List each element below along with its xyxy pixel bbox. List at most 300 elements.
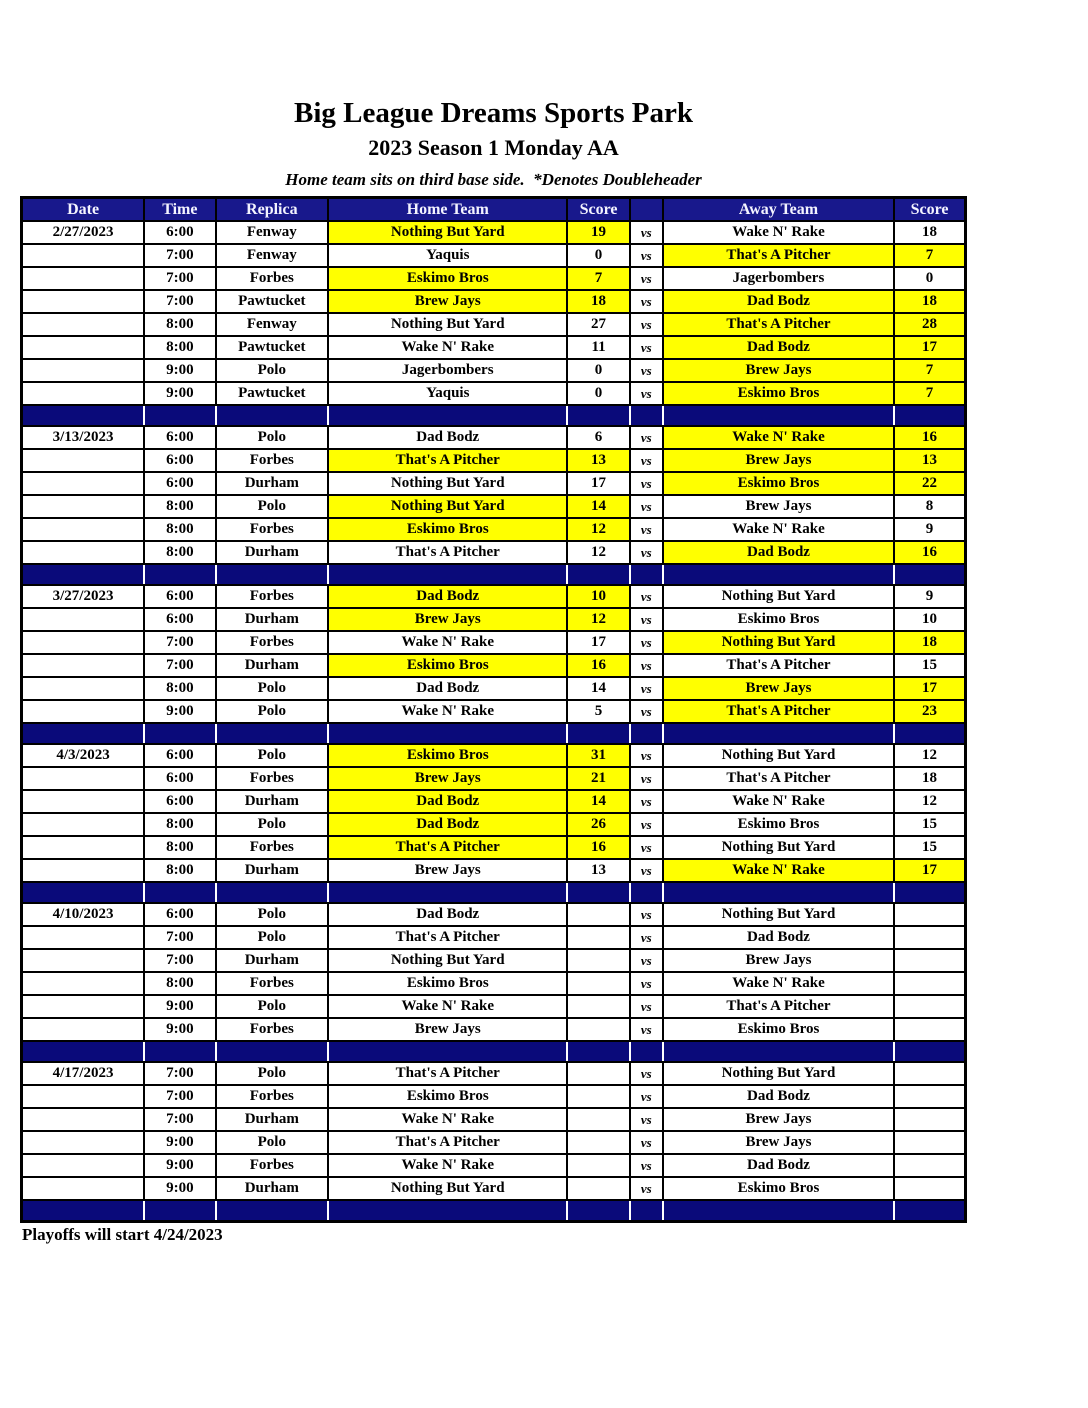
- time-cell: 6:00: [144, 767, 215, 790]
- vs-cell: vs: [630, 449, 663, 472]
- away-team-cell: Eskimo Bros: [663, 608, 894, 631]
- away-score-cell: 7: [894, 244, 965, 267]
- away-team-cell: Brew Jays: [663, 449, 894, 472]
- home-score-cell: 0: [567, 359, 629, 382]
- away-score-cell: 12: [894, 790, 965, 813]
- date-cell: [22, 244, 145, 267]
- vs-cell: vs: [630, 1062, 663, 1085]
- replica-cell: Durham: [216, 949, 329, 972]
- schedule-row: [22, 859, 966, 882]
- vs-cell: vs: [630, 995, 663, 1018]
- date-cell: 3/13/2023: [22, 426, 145, 449]
- away-team-cell: Dad Bodz: [663, 290, 894, 313]
- section-separator-row: [22, 1200, 966, 1221]
- time-cell: 7:00: [144, 244, 215, 267]
- separator-cell: [144, 1200, 215, 1221]
- schedule-row: [22, 518, 966, 541]
- home-team-cell: Dad Bodz: [328, 426, 567, 449]
- away-score-cell: 12: [894, 744, 965, 767]
- date-cell: [22, 449, 145, 472]
- section-separator-row: [22, 723, 966, 744]
- replica-cell: Durham: [216, 654, 329, 677]
- away-team-cell: Brew Jays: [663, 677, 894, 700]
- replica-cell: Durham: [216, 472, 329, 495]
- vs-cell: vs: [630, 767, 663, 790]
- home-team-cell: Eskimo Bros: [328, 1085, 567, 1108]
- away-score-cell: [894, 903, 965, 926]
- vs-cell: vs: [630, 744, 663, 767]
- home-team-cell: Nothing But Yard: [328, 1177, 567, 1200]
- separator-cell: [328, 564, 567, 585]
- separator-cell: [328, 723, 567, 744]
- time-cell: 9:00: [144, 1154, 215, 1177]
- time-cell: 6:00: [144, 585, 215, 608]
- page-header: [20, 0, 967, 190]
- away-team-cell: Dad Bodz: [663, 541, 894, 564]
- home-score-cell: [567, 1108, 629, 1131]
- schedule-row: [22, 654, 966, 677]
- replica-cell: Fenway: [216, 244, 329, 267]
- home-team-cell: Yaquis: [328, 244, 567, 267]
- home-score-cell: [567, 903, 629, 926]
- replica-cell: Polo: [216, 995, 329, 1018]
- separator-cell: [663, 1200, 894, 1221]
- section-separator-row: [22, 564, 966, 585]
- home-score-cell: 14: [567, 495, 629, 518]
- vs-cell: vs: [630, 495, 663, 518]
- replica-cell: Polo: [216, 1062, 329, 1085]
- home-team-cell: Eskimo Bros: [328, 654, 567, 677]
- away-team-cell: That's A Pitcher: [663, 313, 894, 336]
- column-header-replica: Replica: [216, 198, 329, 222]
- away-score-cell: 15: [894, 813, 965, 836]
- away-team-cell: That's A Pitcher: [663, 700, 894, 723]
- separator-cell: [630, 882, 663, 903]
- away-team-cell: That's A Pitcher: [663, 654, 894, 677]
- vs-cell: vs: [630, 541, 663, 564]
- replica-cell: Durham: [216, 1108, 329, 1131]
- home-score-cell: 12: [567, 541, 629, 564]
- separator-cell: [216, 405, 329, 426]
- schedule-row: [22, 995, 966, 1018]
- replica-cell: Polo: [216, 700, 329, 723]
- separator-cell: [630, 405, 663, 426]
- schedule-row: [22, 608, 966, 631]
- separator-cell: [216, 1041, 329, 1062]
- vs-cell: vs: [630, 1177, 663, 1200]
- home-score-cell: [567, 1062, 629, 1085]
- home-score-cell: 14: [567, 677, 629, 700]
- vs-cell: vs: [630, 518, 663, 541]
- time-cell: 8:00: [144, 836, 215, 859]
- time-cell: 8:00: [144, 336, 215, 359]
- date-cell: 2/27/2023: [22, 221, 145, 244]
- home-score-cell: [567, 949, 629, 972]
- separator-cell: [663, 1041, 894, 1062]
- schedule-row: [22, 631, 966, 654]
- away-score-cell: 16: [894, 541, 965, 564]
- replica-cell: Polo: [216, 926, 329, 949]
- schedule-row: [22, 903, 966, 926]
- away-team-cell: Nothing But Yard: [663, 585, 894, 608]
- schedule-row: [22, 244, 966, 267]
- separator-cell: [663, 405, 894, 426]
- home-team-cell: Dad Bodz: [328, 790, 567, 813]
- replica-cell: Fenway: [216, 313, 329, 336]
- home-team-cell: Eskimo Bros: [328, 518, 567, 541]
- away-score-cell: [894, 1108, 965, 1131]
- time-cell: 8:00: [144, 677, 215, 700]
- home-score-cell: 12: [567, 608, 629, 631]
- separator-cell: [216, 882, 329, 903]
- column-header-home-score: Score: [567, 198, 629, 222]
- time-cell: 6:00: [144, 744, 215, 767]
- time-cell: 9:00: [144, 700, 215, 723]
- schedule-row: [22, 359, 966, 382]
- home-score-cell: 17: [567, 631, 629, 654]
- schedule-row: [22, 221, 966, 244]
- time-cell: 6:00: [144, 472, 215, 495]
- replica-cell: Forbes: [216, 518, 329, 541]
- time-cell: 7:00: [144, 1085, 215, 1108]
- home-score-cell: [567, 972, 629, 995]
- home-team-cell: Dad Bodz: [328, 903, 567, 926]
- separator-cell: [894, 882, 965, 903]
- home-team-cell: Dad Bodz: [328, 677, 567, 700]
- separator-cell: [22, 882, 145, 903]
- time-cell: 9:00: [144, 1131, 215, 1154]
- home-team-cell: That's A Pitcher: [328, 449, 567, 472]
- date-cell: [22, 972, 145, 995]
- replica-cell: Pawtucket: [216, 336, 329, 359]
- vs-cell: vs: [630, 1154, 663, 1177]
- away-score-cell: 0: [894, 267, 965, 290]
- home-score-cell: 27: [567, 313, 629, 336]
- home-score-cell: 31: [567, 744, 629, 767]
- away-score-cell: [894, 995, 965, 1018]
- away-score-cell: 8: [894, 495, 965, 518]
- schedule-row: [22, 267, 966, 290]
- away-score-cell: 13: [894, 449, 965, 472]
- time-cell: 8:00: [144, 518, 215, 541]
- home-team-cell: Nothing But Yard: [328, 472, 567, 495]
- replica-cell: Polo: [216, 813, 329, 836]
- home-score-cell: 6: [567, 426, 629, 449]
- vs-cell: vs: [630, 1018, 663, 1041]
- home-score-cell: 11: [567, 336, 629, 359]
- away-team-cell: Wake N' Rake: [663, 426, 894, 449]
- home-score-cell: 16: [567, 654, 629, 677]
- date-cell: [22, 1177, 145, 1200]
- separator-cell: [567, 723, 629, 744]
- separator-cell: [144, 564, 215, 585]
- home-score-cell: [567, 926, 629, 949]
- separator-cell: [894, 405, 965, 426]
- vs-cell: vs: [630, 903, 663, 926]
- schedule-row: [22, 767, 966, 790]
- date-cell: [22, 995, 145, 1018]
- separator-cell: [328, 882, 567, 903]
- replica-cell: Forbes: [216, 836, 329, 859]
- home-team-cell: Nothing But Yard: [328, 313, 567, 336]
- away-team-cell: Brew Jays: [663, 495, 894, 518]
- separator-cell: [630, 564, 663, 585]
- schedule-row: [22, 949, 966, 972]
- replica-cell: Forbes: [216, 631, 329, 654]
- time-cell: 8:00: [144, 972, 215, 995]
- away-score-cell: 18: [894, 767, 965, 790]
- date-cell: [22, 472, 145, 495]
- vs-cell: vs: [630, 1131, 663, 1154]
- date-cell: [22, 677, 145, 700]
- home-team-cell: Brew Jays: [328, 859, 567, 882]
- date-cell: [22, 949, 145, 972]
- header-row: [22, 198, 966, 222]
- separator-cell: [567, 1200, 629, 1221]
- vs-cell: vs: [630, 1108, 663, 1131]
- page-subtitle: 2023 Season 1 Monday AA: [368, 135, 619, 160]
- home-score-cell: 14: [567, 790, 629, 813]
- schedule-row: [22, 1108, 966, 1131]
- replica-cell: Forbes: [216, 585, 329, 608]
- vs-cell: vs: [630, 426, 663, 449]
- date-cell: 4/3/2023: [22, 744, 145, 767]
- vs-cell: vs: [630, 472, 663, 495]
- home-score-cell: 18: [567, 290, 629, 313]
- away-team-cell: That's A Pitcher: [663, 995, 894, 1018]
- home-score-cell: 10: [567, 585, 629, 608]
- separator-cell: [894, 723, 965, 744]
- separator-cell: [663, 723, 894, 744]
- separator-cell: [630, 1041, 663, 1062]
- schedule-row: [22, 1085, 966, 1108]
- time-cell: 8:00: [144, 813, 215, 836]
- away-score-cell: 18: [894, 290, 965, 313]
- away-score-cell: 17: [894, 677, 965, 700]
- date-cell: [22, 813, 145, 836]
- separator-cell: [144, 1041, 215, 1062]
- vs-cell: vs: [630, 677, 663, 700]
- home-score-cell: 0: [567, 382, 629, 405]
- time-cell: 8:00: [144, 859, 215, 882]
- date-cell: [22, 1154, 145, 1177]
- date-cell: [22, 1018, 145, 1041]
- schedule-row: [22, 541, 966, 564]
- home-score-cell: [567, 995, 629, 1018]
- home-score-cell: 16: [567, 836, 629, 859]
- schedule-row: [22, 1154, 966, 1177]
- home-team-cell: Wake N' Rake: [328, 1154, 567, 1177]
- date-cell: [22, 608, 145, 631]
- away-score-cell: 10: [894, 608, 965, 631]
- date-cell: [22, 541, 145, 564]
- away-team-cell: Eskimo Bros: [663, 1018, 894, 1041]
- playoffs-note: Playoffs will start 4/24/2023: [22, 1224, 223, 1244]
- home-team-cell: That's A Pitcher: [328, 836, 567, 859]
- date-cell: 4/17/2023: [22, 1062, 145, 1085]
- home-team-cell: Wake N' Rake: [328, 336, 567, 359]
- replica-cell: Forbes: [216, 1085, 329, 1108]
- home-score-cell: [567, 1154, 629, 1177]
- separator-cell: [630, 1200, 663, 1221]
- vs-cell: vs: [630, 972, 663, 995]
- home-score-cell: 13: [567, 859, 629, 882]
- separator-cell: [894, 1200, 965, 1221]
- home-team-cell: Eskimo Bros: [328, 972, 567, 995]
- away-team-cell: That's A Pitcher: [663, 244, 894, 267]
- column-header-date: Date: [22, 198, 145, 222]
- vs-cell: vs: [630, 631, 663, 654]
- vs-cell: vs: [630, 608, 663, 631]
- replica-cell: Forbes: [216, 767, 329, 790]
- home-score-cell: 26: [567, 813, 629, 836]
- page-title: Big League Dreams Sports Park: [293, 97, 693, 129]
- date-cell: [22, 359, 145, 382]
- vs-cell: vs: [630, 949, 663, 972]
- schedule-row: [22, 313, 966, 336]
- vs-cell: vs: [630, 244, 663, 267]
- schedule-row: [22, 426, 966, 449]
- schedule-row: [22, 336, 966, 359]
- away-team-cell: Eskimo Bros: [663, 382, 894, 405]
- home-score-cell: 0: [567, 244, 629, 267]
- time-cell: 6:00: [144, 449, 215, 472]
- replica-cell: Forbes: [216, 1018, 329, 1041]
- away-score-cell: 7: [894, 382, 965, 405]
- away-score-cell: 16: [894, 426, 965, 449]
- away-team-cell: Wake N' Rake: [663, 518, 894, 541]
- home-team-cell: Wake N' Rake: [328, 631, 567, 654]
- time-cell: 7:00: [144, 654, 215, 677]
- vs-cell: vs: [630, 336, 663, 359]
- home-team-cell: That's A Pitcher: [328, 1131, 567, 1154]
- replica-cell: Pawtucket: [216, 382, 329, 405]
- vs-cell: vs: [630, 313, 663, 336]
- date-cell: [22, 1108, 145, 1131]
- replica-cell: Forbes: [216, 972, 329, 995]
- section-separator-row: [22, 1041, 966, 1062]
- away-team-cell: Nothing But Yard: [663, 836, 894, 859]
- home-score-cell: 17: [567, 472, 629, 495]
- home-team-cell: Brew Jays: [328, 608, 567, 631]
- home-score-cell: 13: [567, 449, 629, 472]
- schedule-row: [22, 495, 966, 518]
- replica-cell: Polo: [216, 1131, 329, 1154]
- away-team-cell: Eskimo Bros: [663, 813, 894, 836]
- time-cell: 6:00: [144, 426, 215, 449]
- date-cell: [22, 767, 145, 790]
- home-team-cell: Yaquis: [328, 382, 567, 405]
- separator-cell: [328, 1200, 567, 1221]
- date-cell: 4/10/2023: [22, 903, 145, 926]
- schedule-row: [22, 1018, 966, 1041]
- away-score-cell: 18: [894, 221, 965, 244]
- schedule-row: [22, 472, 966, 495]
- away-score-cell: 17: [894, 859, 965, 882]
- home-score-cell: [567, 1018, 629, 1041]
- home-team-cell: Dad Bodz: [328, 585, 567, 608]
- away-team-cell: Nothing But Yard: [663, 744, 894, 767]
- away-team-cell: Dad Bodz: [663, 1085, 894, 1108]
- separator-cell: [216, 723, 329, 744]
- home-team-cell: Eskimo Bros: [328, 267, 567, 290]
- away-score-cell: [894, 1154, 965, 1177]
- time-cell: 6:00: [144, 903, 215, 926]
- time-cell: 9:00: [144, 382, 215, 405]
- schedule-row: [22, 926, 966, 949]
- schedule-row: [22, 382, 966, 405]
- vs-cell: vs: [630, 790, 663, 813]
- time-cell: 7:00: [144, 1062, 215, 1085]
- separator-cell: [216, 1200, 329, 1221]
- separator-cell: [328, 405, 567, 426]
- replica-cell: Fenway: [216, 221, 329, 244]
- date-cell: [22, 836, 145, 859]
- replica-cell: Polo: [216, 359, 329, 382]
- home-score-cell: [567, 1131, 629, 1154]
- time-cell: 9:00: [144, 995, 215, 1018]
- home-score-cell: 21: [567, 767, 629, 790]
- away-score-cell: 28: [894, 313, 965, 336]
- away-score-cell: 15: [894, 654, 965, 677]
- away-score-cell: [894, 949, 965, 972]
- home-team-cell: Nothing But Yard: [328, 949, 567, 972]
- time-cell: 8:00: [144, 313, 215, 336]
- home-team-cell: Brew Jays: [328, 767, 567, 790]
- date-cell: [22, 290, 145, 313]
- separator-cell: [663, 882, 894, 903]
- schedule-table-header: [22, 198, 966, 222]
- vs-cell: vs: [630, 267, 663, 290]
- away-score-cell: [894, 1085, 965, 1108]
- away-score-cell: [894, 926, 965, 949]
- away-team-cell: Eskimo Bros: [663, 1177, 894, 1200]
- home-team-cell: That's A Pitcher: [328, 1062, 567, 1085]
- time-cell: 9:00: [144, 1018, 215, 1041]
- schedule-row: [22, 449, 966, 472]
- home-score-cell: 5: [567, 700, 629, 723]
- away-team-cell: That's A Pitcher: [663, 767, 894, 790]
- vs-cell: vs: [630, 382, 663, 405]
- date-cell: 3/27/2023: [22, 585, 145, 608]
- column-header-time: Time: [144, 198, 215, 222]
- date-cell: [22, 313, 145, 336]
- separator-cell: [22, 564, 145, 585]
- away-score-cell: 22: [894, 472, 965, 495]
- schedule-row: [22, 700, 966, 723]
- separator-cell: [894, 564, 965, 585]
- away-score-cell: [894, 1062, 965, 1085]
- date-cell: [22, 1131, 145, 1154]
- separator-cell: [22, 1041, 145, 1062]
- schedule-row: [22, 585, 966, 608]
- date-cell: [22, 518, 145, 541]
- away-team-cell: Dad Bodz: [663, 1154, 894, 1177]
- vs-cell: vs: [630, 359, 663, 382]
- vs-cell: vs: [630, 813, 663, 836]
- date-cell: [22, 382, 145, 405]
- home-team-cell: Wake N' Rake: [328, 995, 567, 1018]
- time-cell: 7:00: [144, 290, 215, 313]
- time-cell: 9:00: [144, 1177, 215, 1200]
- schedule-row: [22, 813, 966, 836]
- away-team-cell: Brew Jays: [663, 1108, 894, 1131]
- home-score-cell: [567, 1177, 629, 1200]
- schedule-row: [22, 1131, 966, 1154]
- away-score-cell: 18: [894, 631, 965, 654]
- home-team-cell: Nothing But Yard: [328, 221, 567, 244]
- date-cell: [22, 631, 145, 654]
